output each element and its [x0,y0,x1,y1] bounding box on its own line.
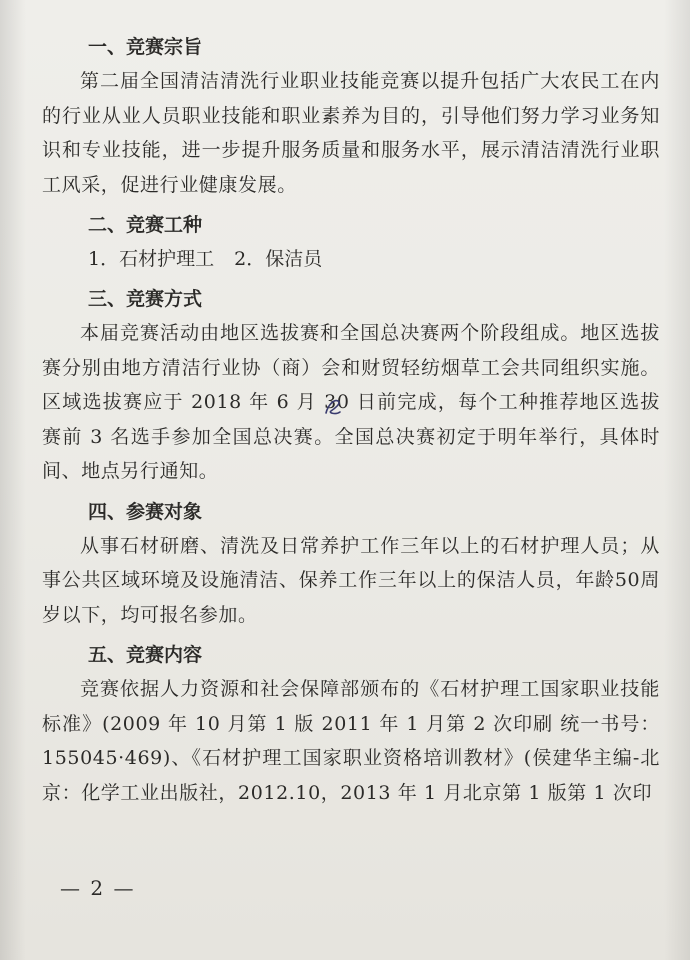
section-paragraph: 本届竞赛活动由地区选拔赛和全国总决赛两个阶段组成。地区选拔赛分别由地方清洁行业协（商）会和财贸轻纺烟草工会共同组织实施。区域选拔赛应于 2018 年 6 月 30 日前完成，每个工种推荐地区选拔赛前 3 名选手参加全国总决赛。全国总决赛初定于明年举行，具体时间、地点另行通知。 [42,322,660,482]
section-heading: 二、竞赛工种 [88,214,203,236]
page-edge-shadow-left [0,0,26,960]
section-heading: 五、竞赛内容 [88,644,203,666]
section-heading: 三、竞赛方式 [88,288,203,310]
section-format [42,282,660,489]
page-number: — 2 — [60,876,136,900]
section-heading: 一、竞赛宗旨 [88,36,203,58]
section-purpose [42,30,660,202]
list-item: 1．石材护理工 [88,248,215,270]
section-job-types [42,208,660,276]
page-edge-shadow-right [664,0,690,960]
section-paragraph: 竞赛依据人力资源和社会保障部颁布的《石材护理工国家职业技能标准》(2009 年 10 月第 1 版 2011 年 1 月第 2 次印刷 统一书号：155045·469)、《石材护理工国家职业资格培训教材》(侯建华主编-北京：化学工业出版社，2012.10，2013 年 1 月北京第 1 版第 1 次印 [42,678,660,804]
section-content [42,638,660,810]
section-paragraph: 从事石材研磨、清洗及日常养护工作三年以上的石材护理人员；从事公共区域环境及设施清洁、保养工作三年以上的保洁人员，年龄50周岁以下，均可报名参加。 [42,534,660,626]
section-participants [42,495,660,633]
section-paragraph: 第二届全国清洁清洗行业职业技能竞赛以提升包括广大农民工在内的行业从业人员职业技能和职业素养为目的，引导他们努力学习业务知识和专业技能，进一步提升服务质量和服务水平，展示清洁清洗行业职工风采，促进行业健康发展。 [42,70,660,196]
list-item: 2．保洁员 [234,248,323,270]
section-heading: 四、参赛对象 [88,500,203,523]
job-type-list [42,242,660,276]
